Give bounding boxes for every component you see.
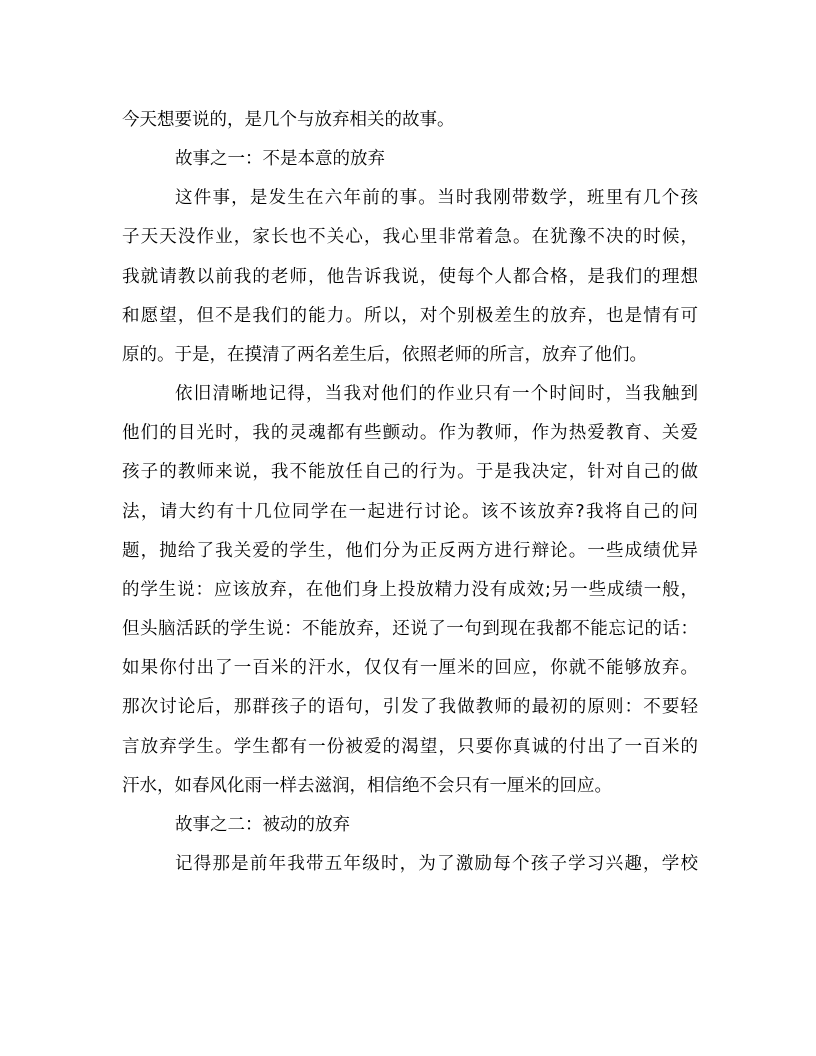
paragraph-line: 依旧清晰地记得，当我对他们的作业只有一个时间时，当我触到 bbox=[175, 384, 698, 404]
paragraph-line: 但头脑活跃的学生说：不能放弃，还说了一句到现在我都不能忘记的话： bbox=[122, 619, 698, 639]
story-two-heading: 故事之二：被动的放弃 bbox=[175, 815, 350, 835]
paragraph-line: 我就请教以前我的老师，他告诉我说，使每个人都合格，是我们的理想 bbox=[122, 267, 698, 287]
paragraph-line: 和愿望，但不是我们的能力。所以，对个别极差生的放弃，也是情有可 bbox=[122, 306, 698, 326]
paragraph-line: 他们的目光时，我的灵魂都有些颤动。作为教师，作为热爱教育、关爱 bbox=[122, 423, 698, 443]
paragraph-line: 这件事，是发生在六年前的事。当时我刚带数学，班里有几个孩 bbox=[175, 188, 698, 208]
paragraph-line: 那次讨论后，那群孩子的语句，引发了我做教师的最初的原则：不要轻 bbox=[122, 697, 698, 717]
intro-line: 今天想要说的，是几个与放弃相关的故事。 bbox=[122, 110, 455, 130]
paragraph-line: 言放弃学生。学生都有一份被爱的渴望，只要你真诚的付出了一百米的 bbox=[122, 737, 698, 757]
paragraph-line: 题，抛给了我关爱的学生，他们分为正反两方进行辩论。一些成绩优异 bbox=[122, 541, 698, 561]
paragraph-line: 如果你付出了一百米的汗水，仅仅有一厘米的回应，你就不能够放弃。 bbox=[122, 658, 698, 678]
paragraph-line: 原的。于是，在摸清了两名差生后，依照老师的所言，放弃了他们。 bbox=[122, 345, 647, 365]
paragraph-line: 的学生说：应该放弃，在他们身上投放精力没有成效;另一些成绩一般， bbox=[122, 580, 698, 600]
story-one-heading: 故事之一：不是本意的放弃 bbox=[175, 149, 385, 169]
paragraph-line: 记得那是前年我带五年级时，为了激励每个孩子学习兴趣，学校 bbox=[175, 854, 698, 874]
paragraph-line: 汗水，如春风化雨一样去滋润，相信绝不会只有一厘米的回应。 bbox=[122, 776, 612, 796]
paragraph-line: 法，请大约有十几位同学在一起进行讨论。该不该放弃?我将自己的问 bbox=[122, 502, 698, 522]
paragraph-line: 孩子的教师来说，我不能放任自己的行为。于是我决定，针对自己的做 bbox=[122, 462, 698, 482]
paragraph-line: 子天天没作业，家长也不关心，我心里非常着急。在犹豫不决的时候， bbox=[122, 227, 698, 247]
